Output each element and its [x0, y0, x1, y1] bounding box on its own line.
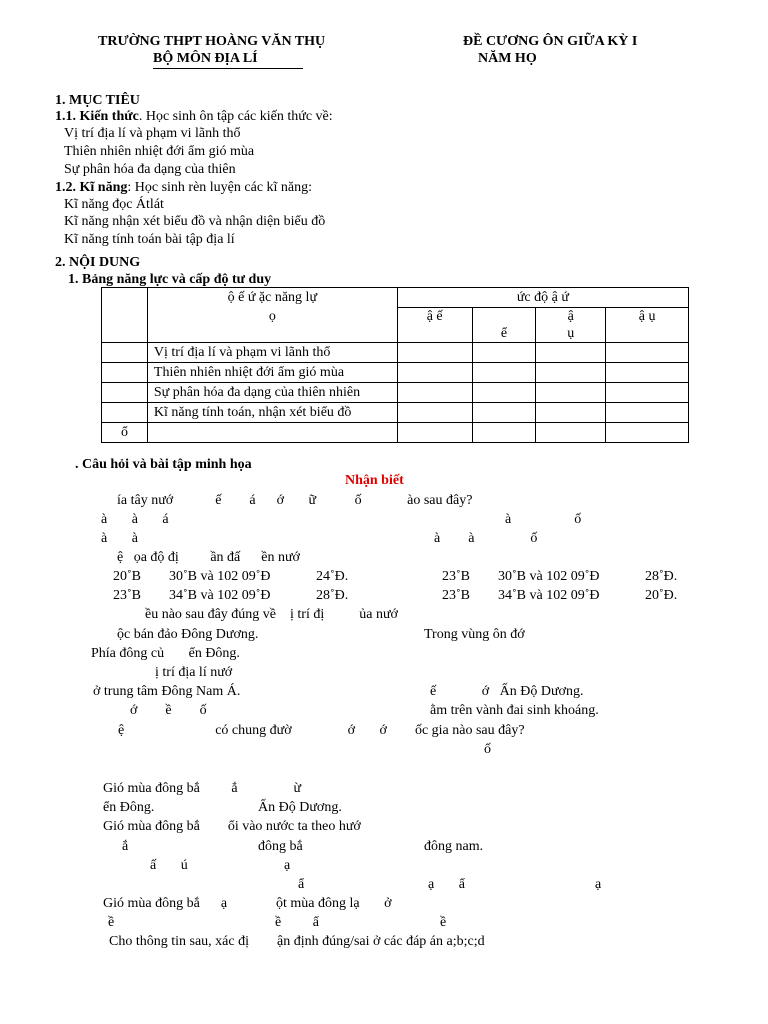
question-text-line: 23˚B 34˚B và 102 09˚Đ 28˚Đ. — [113, 588, 349, 603]
question-text-line: 23˚B 34˚B và 102 09˚Đ 20˚Đ. — [442, 588, 678, 603]
table-row — [102, 363, 689, 383]
department-name: BỘ MÔN ĐỊA LÍ — [153, 51, 258, 66]
question-text-line: Ấn Độ Dương. — [258, 800, 342, 815]
question-text-line: ệ ọa độ đị ần đấ ền nướ — [117, 550, 300, 565]
question-text-line: 20˚B 30˚B và 102 09˚Đ 24˚Đ. — [113, 569, 349, 584]
question-text-line: Cho thông tin sau, xác đị ận định đúng/sai ở các đáp án a;b;c;d — [109, 934, 485, 949]
table-header-content-line2: ọ — [268, 309, 276, 324]
knowledge-item: Sự phân hóa đa dạng của thiên — [64, 162, 236, 177]
table-corner-cell — [102, 288, 148, 343]
questions-heading: . Câu hỏi và bài tập minh họa — [75, 457, 252, 472]
skill-item: Kĩ năng tính toán bài tập địa lí — [64, 232, 235, 247]
table-header-content — [147, 288, 397, 343]
question-text-line: 23˚B 30˚B và 102 09˚Đ 28˚Đ. — [442, 569, 678, 584]
question-text-line: ế ớ Ấn Độ Dương. — [430, 684, 584, 699]
question-text-line: à à — [101, 531, 138, 546]
table-header-level: ức độ ậ ứ — [397, 288, 688, 308]
question-text-line: ía tây nướ ế á ớ ữ ố ào sau đây? — [117, 493, 473, 508]
question-text-line: ắ — [122, 839, 129, 854]
table-row-label: Kĩ năng tính toán, nhận xét biểu đồ — [147, 403, 397, 423]
table-row — [102, 343, 689, 363]
question-text-line: Gió mùa đông bắ ạ ột mùa đông lạ ở — [103, 896, 392, 911]
question-text-line: ạ ẩ — [428, 877, 465, 892]
question-text-line: ở trung tâm Đông Nam Á. — [93, 684, 241, 699]
table-subheader-cell: ể — [472, 308, 536, 343]
table-total-label: ổ — [102, 423, 148, 443]
section-objectives-heading: 1. MỤC TIÊU — [55, 93, 140, 108]
table-row — [102, 403, 689, 423]
question-text-line: à à ố — [434, 531, 538, 546]
question-text-line: ẩ — [298, 877, 305, 892]
table-row-label: Vị trí địa lí và phạm vi lãnh thổ — [147, 343, 397, 363]
question-text-line: ố — [484, 742, 491, 757]
skill-label: 1.2. Kĩ năng — [55, 180, 128, 195]
competency-table — [101, 287, 689, 443]
knowledge-text: . Học sinh ôn tập các kiến thức về: — [138, 109, 333, 124]
table-header-row — [102, 288, 689, 308]
department-underline — [153, 68, 303, 69]
document-title: ĐỀ CƯƠNG ÔN GIỮA KỲ I — [463, 34, 638, 49]
level-title-recognition: Nhận biết — [345, 473, 404, 488]
table-row-label: Thiên nhiên nhiệt đới ẩm gió mùa — [147, 363, 397, 383]
school-name: TRƯỜNG THPT HOÀNG VĂN THỤ — [98, 34, 326, 49]
knowledge-label: 1.1. Kiến thức — [55, 109, 139, 124]
question-text-line: Gió mùa đông bắ ắ ừ — [103, 781, 302, 796]
skill-line — [55, 179, 312, 197]
skill-text: : Học sinh rèn luyện các kĩ năng: — [127, 180, 313, 195]
question-text-line: ển Đông. — [103, 800, 155, 815]
table-header-content-line1: ộ ế ứ ặc năng lự — [227, 290, 318, 305]
question-text-line: Gió mùa đông bắ ổi vào nước ta theo hướ — [103, 819, 361, 834]
table-subheader-cell: ậ ụ — [606, 308, 689, 343]
question-text-line: ấ ú — [150, 858, 188, 873]
question-text-line: ị trí địa lí nướ — [155, 665, 233, 680]
question-text-line: đông nam. — [424, 839, 484, 854]
question-text-line: à à á — [101, 512, 169, 527]
question-text-line: ề — [108, 915, 115, 930]
table-row — [102, 383, 689, 403]
knowledge-item: Vị trí địa lí và phạm vi lãnh thổ — [64, 126, 241, 141]
question-text-line: ề — [440, 915, 447, 930]
knowledge-item: Thiên nhiên nhiệt đới ẩm gió mùa — [64, 144, 255, 159]
question-text-line: ều nào sau đây đúng về ị trí đị ủa nướ — [145, 607, 398, 622]
question-text-line: ằm trên vành đai sinh khoáng. — [430, 703, 599, 718]
question-text-line: ề ẩ — [275, 915, 319, 930]
section-content-heading: 2. NỘI DUNG — [55, 255, 141, 270]
table-subheader-cell: ậ ế — [397, 308, 472, 343]
table-row-label: Sự phân hóa đa dạng của thiên nhiên — [147, 383, 397, 403]
question-text-line: ệ có chung đườ ớ ớ ốc gia nào sau đây? — [118, 723, 525, 738]
knowledge-line — [55, 108, 333, 126]
question-text-line: à ố — [505, 512, 582, 527]
table-subheader-cell-line2: ụ — [567, 326, 575, 341]
skill-item: Kĩ năng nhận xét biểu đồ và nhận diện biểu đồ — [64, 214, 326, 229]
question-text-line: Phía đông củ ển Đông. — [91, 646, 240, 661]
skill-item: Kĩ năng đọc Átlát — [64, 197, 164, 212]
table-heading: 1. Bảng năng lực và cấp độ tư duy — [68, 272, 272, 287]
question-text-line: ạ — [595, 877, 602, 892]
question-text-line: Trong vùng ôn đớ — [424, 627, 525, 642]
question-text-line: đông bắ — [258, 839, 303, 854]
question-text-line: ớ ề ố — [130, 703, 207, 718]
question-text-line: ộc bán đảo Đông Dương. — [117, 627, 259, 642]
table-subheader-cell — [536, 308, 606, 343]
question-text-line: ạ — [284, 858, 291, 873]
table-total-row — [102, 423, 689, 443]
school-year: NĂM HỌ — [478, 51, 537, 66]
table-subheader-cell-line1: ậ — [567, 309, 574, 324]
